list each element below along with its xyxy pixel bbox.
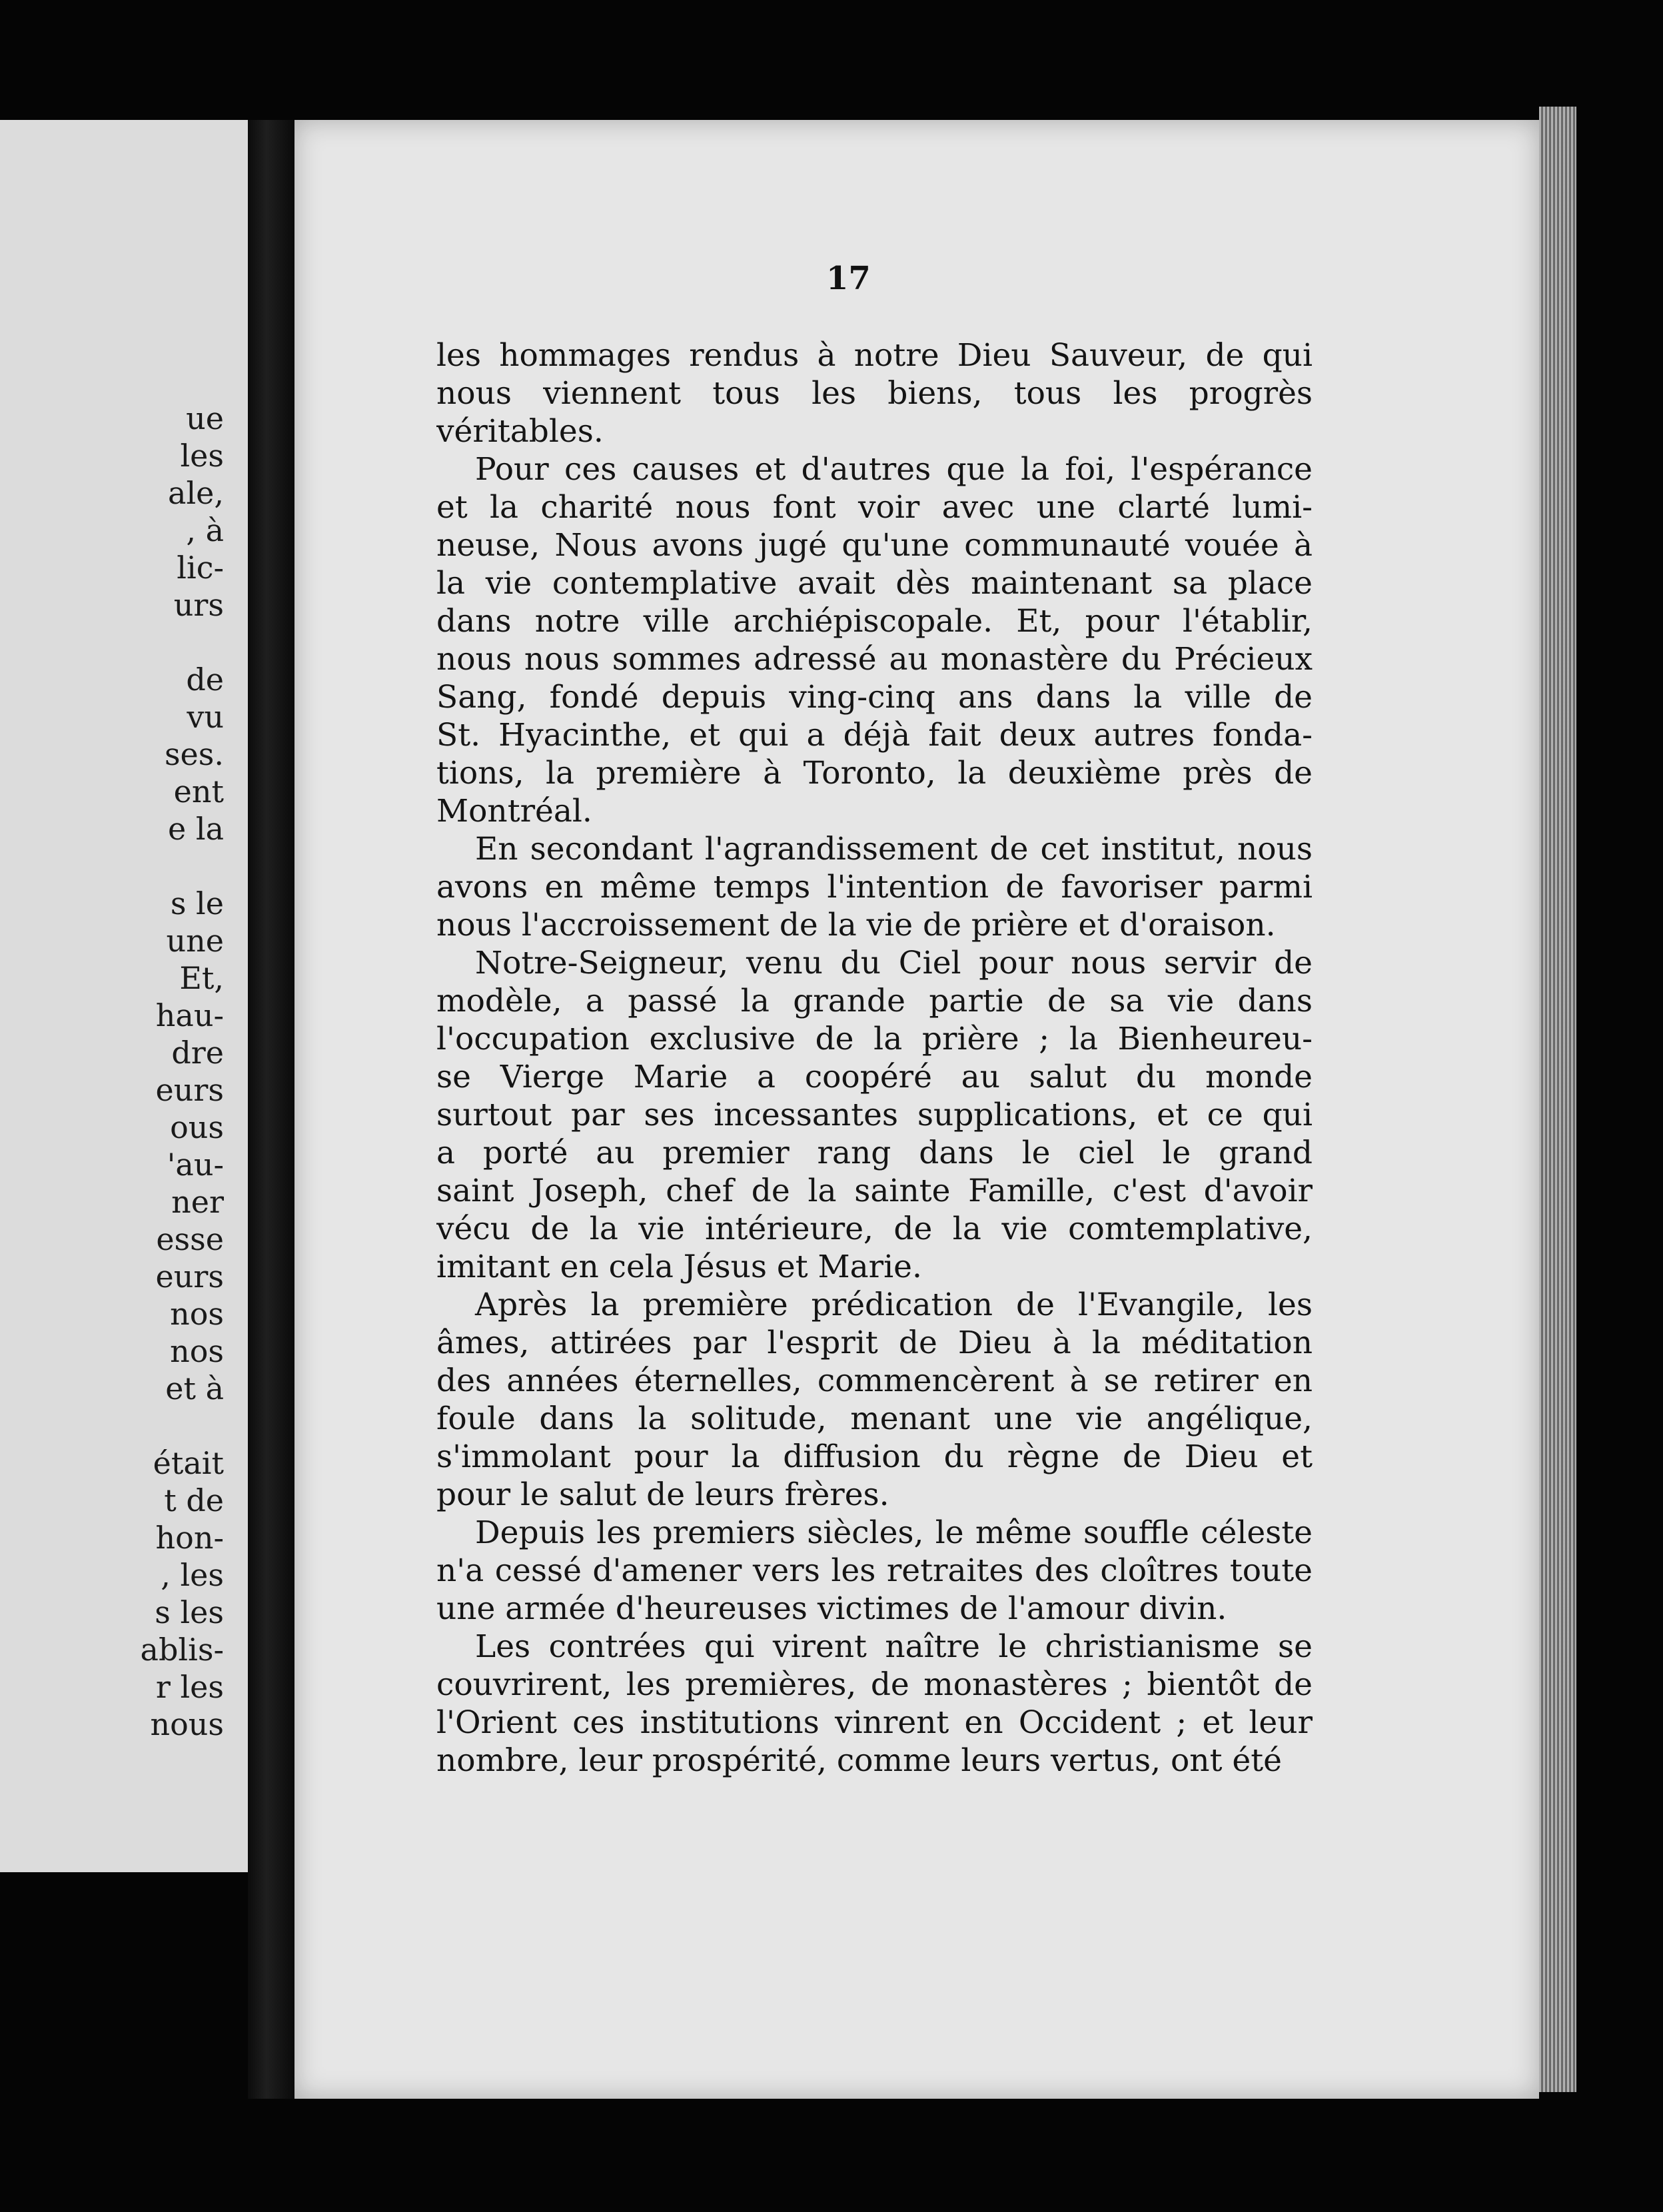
text-line: St. Hyacinthe, et qui a déjà fait deux autres fonda- [436,717,1313,754]
text-line: Depuis les premiers siècles, le même souffle céleste [475,1514,1313,1551]
text-line: une armée d'heureuses victimes de l'amour divin. [436,1590,1227,1627]
text-line: des années éternelles, commencèrent à se retirer en [436,1363,1313,1399]
left-fragment-line [141,1407,224,1444]
text-line: Après la première prédication de l'Evangile, les [475,1287,1313,1323]
text-line: n'a cessé d'amener vers les retraites des cloîtres toute [436,1552,1313,1589]
text-line: nous l'accroissement de la vie de prière et d'oraison. [436,907,1276,943]
text-line: nous nous sommes adressé au monastère du Précieux [436,641,1313,678]
left-fragment-line: et à [165,1371,224,1406]
paragraph [436,450,1313,830]
left-fragment-line: ale, [168,475,224,511]
left-fragment-line: lic- [177,550,224,586]
left-fragment-line: ent [173,774,224,810]
text-line: s'immolant pour la diffusion du règne de Dieu et [436,1438,1313,1475]
text-line: surtout par ses incessantes supplications, et ce qui [436,1097,1313,1133]
page-number: 17 [826,260,871,297]
paragraph [436,1286,1313,1514]
left-fragment-line: une [166,923,224,959]
left-fragment-line: nos [170,1333,224,1369]
book-gutter [248,120,294,2099]
text-line: les hommages rendus à notre Dieu Sauveur, de qui [436,337,1313,374]
text-line: l'Orient ces institutions vinrent en Occident ; et leur [436,1704,1313,1741]
left-fragment-line: les [180,438,224,474]
left-fragment-line: , à [186,512,224,548]
paragraph [436,1628,1313,1780]
left-fragment-line: t de [164,1482,224,1518]
left-fragment-line: Et, [179,960,224,996]
left-fragment-line: s le [170,885,224,921]
left-fragment-line: ous [170,1109,224,1145]
text-line: âmes, attirées par l'esprit de Dieu à la méditation [436,1325,1313,1361]
left-fragment-line: vu [187,699,224,735]
left-fragment-line: dre [171,1035,224,1071]
left-fragment-line: e la [168,811,224,847]
text-line: se Vierge Marie a coopéré au salut du monde [436,1059,1313,1095]
text-line: tions, la première à Toronto, la deuxième près de [436,755,1313,792]
left-fragment-line: hon- [155,1520,224,1556]
text-line: imitant en cela Jésus et Marie. [436,1249,922,1285]
text-line: vécu de la vie intérieure, de la vie comtemplative, [436,1211,1313,1247]
left-fragment-line: nos [170,1296,224,1332]
paragraph [436,1514,1313,1628]
left-fragment-line: r les [155,1669,224,1705]
left-fragment-line: était [153,1445,224,1481]
left-fragment-line: eurs [155,1072,224,1108]
left-fragment-line: hau- [155,997,224,1033]
left-page-text-fragments [141,400,224,1743]
text-line: nombre, leur prospérité, comme leurs vertus, ont été [436,1742,1282,1779]
text-line: a porté au premier rang dans le ciel le grand [436,1135,1313,1171]
paragraph [436,336,1313,450]
left-fragment-line: s les [155,1594,224,1630]
body-text [436,336,1313,1780]
left-page [0,120,248,1872]
left-fragment-line: ablis- [140,1632,224,1668]
text-line: En secondant l'agrandissement de cet institut, nous [475,831,1313,867]
paragraph [436,830,1313,944]
text-line: avons en même temps l'intention de favoriser parmi [436,869,1313,905]
left-fragment-line: esse [156,1221,224,1257]
text-line: pour le salut de leurs frères. [436,1476,889,1513]
text-line: Sang, fondé depuis ving-cinq ans dans la ville de [436,679,1313,716]
text-line: Pour ces causes et d'autres que la foi, l'espérance [475,451,1313,488]
text-line: Les contrées qui virent naître le christianisme se [475,1628,1313,1665]
text-line: Notre-Seigneur, venu du Ciel pour nous servir de [475,945,1313,981]
paragraph [436,944,1313,1286]
text-line: Montréal. [436,793,592,830]
text-line: foule dans la solitude, menant une vie angélique, [436,1400,1313,1437]
left-fragment-line [141,624,224,661]
text-line: véritables. [436,413,604,450]
left-fragment-line: , les [161,1557,224,1593]
left-fragment-line: eurs [155,1259,224,1295]
left-fragment-line: de [186,662,224,698]
text-line: neuse, Nous avons jugé qu'une communauté vouée à [436,527,1313,564]
text-line: nous viennent tous les biens, tous les progrès [436,375,1313,412]
left-fragment-line: 'au- [167,1147,224,1183]
text-line: dans notre ville archiépiscopale. Et, pour l'établir, [436,603,1313,640]
text-line: et la charité nous font voir avec une clarté lumi- [436,489,1313,526]
left-fragment-line: ses. [164,736,224,772]
text-line: modèle, a passé la grande partie de sa vie dans [436,983,1313,1019]
left-fragment-line: urs [173,587,224,623]
text-line: couvrirent, les premières, de monastères ; bientôt de [436,1666,1313,1703]
left-fragment-line: ue [186,400,224,436]
text-line: la vie contemplative avait dès maintenant sa place [436,565,1313,602]
left-fragment-line: nous [150,1706,224,1742]
text-line: saint Joseph, chef de la sainte Famille, c'est d'avoir [436,1173,1313,1209]
page-edges [1539,107,1576,2092]
left-fragment-line [141,847,224,885]
left-fragment-line: ner [171,1184,224,1220]
text-line: l'occupation exclusive de la prière ; la Bienheureu- [436,1021,1313,1057]
